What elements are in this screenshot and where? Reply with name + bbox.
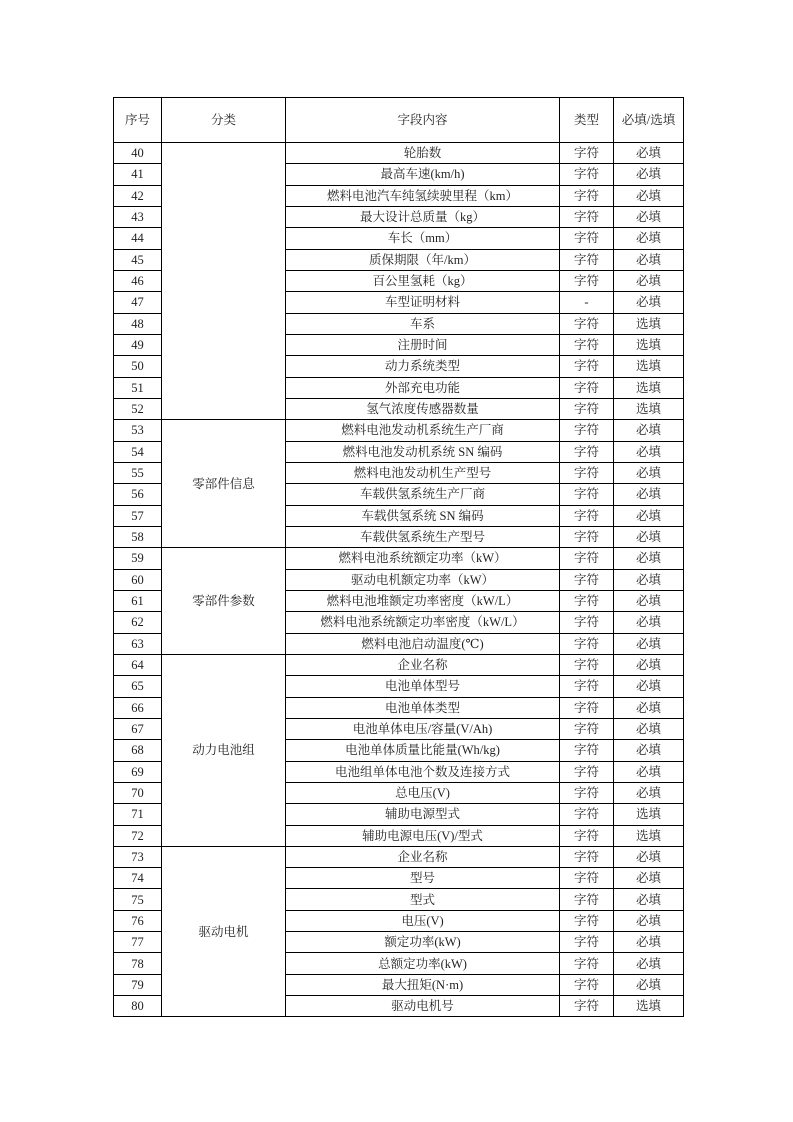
type-cell: 字符 xyxy=(560,718,614,739)
type-cell: 字符 xyxy=(560,398,614,419)
type-cell: 字符 xyxy=(560,569,614,590)
row-number-cell: 48 xyxy=(114,313,162,334)
type-cell: 字符 xyxy=(560,270,614,291)
row-number-cell: 74 xyxy=(114,868,162,889)
column-header: 类型 xyxy=(560,98,614,143)
type-cell: 字符 xyxy=(560,356,614,377)
required-cell: 必填 xyxy=(614,185,684,206)
row-number-cell: 50 xyxy=(114,356,162,377)
required-cell: 必填 xyxy=(614,228,684,249)
field-content-cell: 企业名称 xyxy=(286,846,560,867)
type-cell: 字符 xyxy=(560,484,614,505)
type-cell: 字符 xyxy=(560,846,614,867)
required-cell: 必填 xyxy=(614,420,684,441)
field-content-cell: 燃料电池发动机系统 SN 编码 xyxy=(286,441,560,462)
field-content-cell: 驱动电机额定功率（kW） xyxy=(286,569,560,590)
type-cell: 字符 xyxy=(560,740,614,761)
required-cell: 必填 xyxy=(614,441,684,462)
required-cell: 必填 xyxy=(614,654,684,675)
required-cell: 必填 xyxy=(614,612,684,633)
required-cell: 必填 xyxy=(614,462,684,483)
required-cell: 必填 xyxy=(614,718,684,739)
required-cell: 选填 xyxy=(614,313,684,334)
field-content-cell: 燃料电池系统额定功率密度（kW/L） xyxy=(286,612,560,633)
row-number-cell: 78 xyxy=(114,953,162,974)
field-content-cell: 企业名称 xyxy=(286,654,560,675)
table-row xyxy=(114,846,684,867)
field-content-cell: 燃料电池发动机生产型号 xyxy=(286,462,560,483)
row-number-cell: 76 xyxy=(114,910,162,931)
column-header: 分类 xyxy=(162,98,286,143)
field-content-cell: 燃料电池发动机系统生产厂商 xyxy=(286,420,560,441)
field-content-cell: 总额定功率(kW) xyxy=(286,953,560,974)
field-content-cell: 燃料电池启动温度(℃) xyxy=(286,633,560,654)
row-number-cell: 70 xyxy=(114,782,162,803)
row-number-cell: 54 xyxy=(114,441,162,462)
row-number-cell: 62 xyxy=(114,612,162,633)
field-content-cell: 燃料电池系统额定功率（kW） xyxy=(286,548,560,569)
field-content-cell: 最大设计总质量（kg） xyxy=(286,206,560,227)
row-number-cell: 73 xyxy=(114,846,162,867)
required-cell: 选填 xyxy=(614,398,684,419)
required-cell: 必填 xyxy=(614,846,684,867)
field-content-cell: 电池单体类型 xyxy=(286,697,560,718)
type-cell: 字符 xyxy=(560,612,614,633)
row-number-cell: 42 xyxy=(114,185,162,206)
row-number-cell: 69 xyxy=(114,761,162,782)
category-cell: 动力电池组 xyxy=(162,654,286,846)
field-definition-table xyxy=(113,97,684,1017)
type-cell: 字符 xyxy=(560,910,614,931)
field-content-cell: 车载供氢系统 SN 编码 xyxy=(286,505,560,526)
required-cell: 必填 xyxy=(614,889,684,910)
field-content-cell: 注册时间 xyxy=(286,334,560,355)
type-cell: 字符 xyxy=(560,825,614,846)
row-number-cell: 46 xyxy=(114,270,162,291)
required-cell: 必填 xyxy=(614,953,684,974)
row-number-cell: 44 xyxy=(114,228,162,249)
required-cell: 必填 xyxy=(614,761,684,782)
row-number-cell: 75 xyxy=(114,889,162,910)
row-number-cell: 61 xyxy=(114,590,162,611)
category-cell: 零部件参数 xyxy=(162,548,286,655)
required-cell: 必填 xyxy=(614,206,684,227)
field-content-cell: 燃料电池堆额定功率密度（kW/L） xyxy=(286,590,560,611)
required-cell: 必填 xyxy=(614,484,684,505)
type-cell: 字符 xyxy=(560,590,614,611)
type-cell: 字符 xyxy=(560,974,614,995)
field-content-cell: 最大扭矩(N·m) xyxy=(286,974,560,995)
field-content-cell: 驱动电机号 xyxy=(286,996,560,1017)
field-content-cell: 辅助电源型式 xyxy=(286,804,560,825)
required-cell: 必填 xyxy=(614,868,684,889)
type-cell: 字符 xyxy=(560,804,614,825)
field-content-cell: 车型证明材料 xyxy=(286,292,560,313)
field-content-cell: 电压(V) xyxy=(286,910,560,931)
type-cell: 字符 xyxy=(560,932,614,953)
field-content-cell: 外部充电功能 xyxy=(286,377,560,398)
field-content-cell: 最高车速(km/h) xyxy=(286,164,560,185)
table-row xyxy=(114,420,684,441)
row-number-cell: 51 xyxy=(114,377,162,398)
field-content-cell: 电池组单体电池个数及连接方式 xyxy=(286,761,560,782)
row-number-cell: 40 xyxy=(114,143,162,164)
row-number-cell: 65 xyxy=(114,676,162,697)
type-cell: 字符 xyxy=(560,654,614,675)
row-number-cell: 79 xyxy=(114,974,162,995)
type-cell: 字符 xyxy=(560,526,614,547)
field-content-cell: 轮胎数 xyxy=(286,143,560,164)
field-content-cell: 燃料电池汽车纯氢续驶里程（km） xyxy=(286,185,560,206)
row-number-cell: 67 xyxy=(114,718,162,739)
field-content-cell: 型号 xyxy=(286,868,560,889)
field-content-cell: 车载供氢系统生产厂商 xyxy=(286,484,560,505)
type-cell: 字符 xyxy=(560,441,614,462)
field-content-cell: 车系 xyxy=(286,313,560,334)
row-number-cell: 68 xyxy=(114,740,162,761)
field-content-cell: 电池单体型号 xyxy=(286,676,560,697)
required-cell: 必填 xyxy=(614,505,684,526)
required-cell: 必填 xyxy=(614,526,684,547)
field-content-cell: 额定功率(kW) xyxy=(286,932,560,953)
required-cell: 必填 xyxy=(614,249,684,270)
required-cell: 必填 xyxy=(614,143,684,164)
field-content-cell: 总电压(V) xyxy=(286,782,560,803)
required-cell: 必填 xyxy=(614,932,684,953)
row-number-cell: 55 xyxy=(114,462,162,483)
type-cell: 字符 xyxy=(560,228,614,249)
type-cell: 字符 xyxy=(560,420,614,441)
type-cell: 字符 xyxy=(560,548,614,569)
field-content-cell: 氢气浓度传感器数量 xyxy=(286,398,560,419)
type-cell: 字符 xyxy=(560,164,614,185)
row-number-cell: 58 xyxy=(114,526,162,547)
row-number-cell: 49 xyxy=(114,334,162,355)
required-cell: 必填 xyxy=(614,740,684,761)
row-number-cell: 59 xyxy=(114,548,162,569)
required-cell: 必填 xyxy=(614,974,684,995)
row-number-cell: 64 xyxy=(114,654,162,675)
row-number-cell: 43 xyxy=(114,206,162,227)
column-header: 字段内容 xyxy=(286,98,560,143)
field-content-cell: 电池单体质量比能量(Wh/kg) xyxy=(286,740,560,761)
column-header: 序号 xyxy=(114,98,162,143)
row-number-cell: 53 xyxy=(114,420,162,441)
type-cell: 字符 xyxy=(560,761,614,782)
required-cell: 选填 xyxy=(614,356,684,377)
type-cell: 字符 xyxy=(560,697,614,718)
row-number-cell: 47 xyxy=(114,292,162,313)
required-cell: 必填 xyxy=(614,782,684,803)
row-number-cell: 66 xyxy=(114,697,162,718)
row-number-cell: 52 xyxy=(114,398,162,419)
column-header: 必填/选填 xyxy=(614,98,684,143)
required-cell: 选填 xyxy=(614,334,684,355)
required-cell: 必填 xyxy=(614,292,684,313)
header-row xyxy=(114,98,684,143)
required-cell: 必填 xyxy=(614,910,684,931)
type-cell: 字符 xyxy=(560,889,614,910)
row-number-cell: 60 xyxy=(114,569,162,590)
type-cell: 字符 xyxy=(560,676,614,697)
row-number-cell: 56 xyxy=(114,484,162,505)
type-cell: 字符 xyxy=(560,249,614,270)
row-number-cell: 77 xyxy=(114,932,162,953)
required-cell: 必填 xyxy=(614,590,684,611)
row-number-cell: 63 xyxy=(114,633,162,654)
field-content-cell: 百公里氢耗（kg） xyxy=(286,270,560,291)
type-cell: 字符 xyxy=(560,334,614,355)
required-cell: 必填 xyxy=(614,164,684,185)
row-number-cell: 71 xyxy=(114,804,162,825)
type-cell: 字符 xyxy=(560,633,614,654)
type-cell: 字符 xyxy=(560,782,614,803)
field-content-cell: 动力系统类型 xyxy=(286,356,560,377)
field-content-cell: 电池单体电压/容量(V/Ah) xyxy=(286,718,560,739)
type-cell: - xyxy=(560,292,614,313)
required-cell: 选填 xyxy=(614,825,684,846)
required-cell: 必填 xyxy=(614,569,684,590)
field-content-cell: 辅助电源电压(V)/型式 xyxy=(286,825,560,846)
category-cell: 驱动电机 xyxy=(162,846,286,1017)
field-content-cell: 质保期限（年/km） xyxy=(286,249,560,270)
required-cell: 必填 xyxy=(614,270,684,291)
type-cell: 字符 xyxy=(560,462,614,483)
row-number-cell: 41 xyxy=(114,164,162,185)
type-cell: 字符 xyxy=(560,868,614,889)
type-cell: 字符 xyxy=(560,143,614,164)
required-cell: 必填 xyxy=(614,548,684,569)
type-cell: 字符 xyxy=(560,996,614,1017)
row-number-cell: 80 xyxy=(114,996,162,1017)
field-content-cell: 车载供氢系统生产型号 xyxy=(286,526,560,547)
table-body xyxy=(114,143,684,1017)
required-cell: 必填 xyxy=(614,697,684,718)
table-row xyxy=(114,143,684,164)
type-cell: 字符 xyxy=(560,953,614,974)
type-cell: 字符 xyxy=(560,313,614,334)
required-cell: 选填 xyxy=(614,377,684,398)
type-cell: 字符 xyxy=(560,206,614,227)
row-number-cell: 57 xyxy=(114,505,162,526)
field-content-cell: 型式 xyxy=(286,889,560,910)
category-cell xyxy=(162,143,286,420)
category-cell: 零部件信息 xyxy=(162,420,286,548)
type-cell: 字符 xyxy=(560,505,614,526)
row-number-cell: 72 xyxy=(114,825,162,846)
required-cell: 选填 xyxy=(614,804,684,825)
type-cell: 字符 xyxy=(560,185,614,206)
field-content-cell: 车长（mm） xyxy=(286,228,560,249)
row-number-cell: 45 xyxy=(114,249,162,270)
table-row xyxy=(114,548,684,569)
table-row xyxy=(114,654,684,675)
required-cell: 必填 xyxy=(614,633,684,654)
type-cell: 字符 xyxy=(560,377,614,398)
required-cell: 必填 xyxy=(614,676,684,697)
required-cell: 选填 xyxy=(614,996,684,1017)
